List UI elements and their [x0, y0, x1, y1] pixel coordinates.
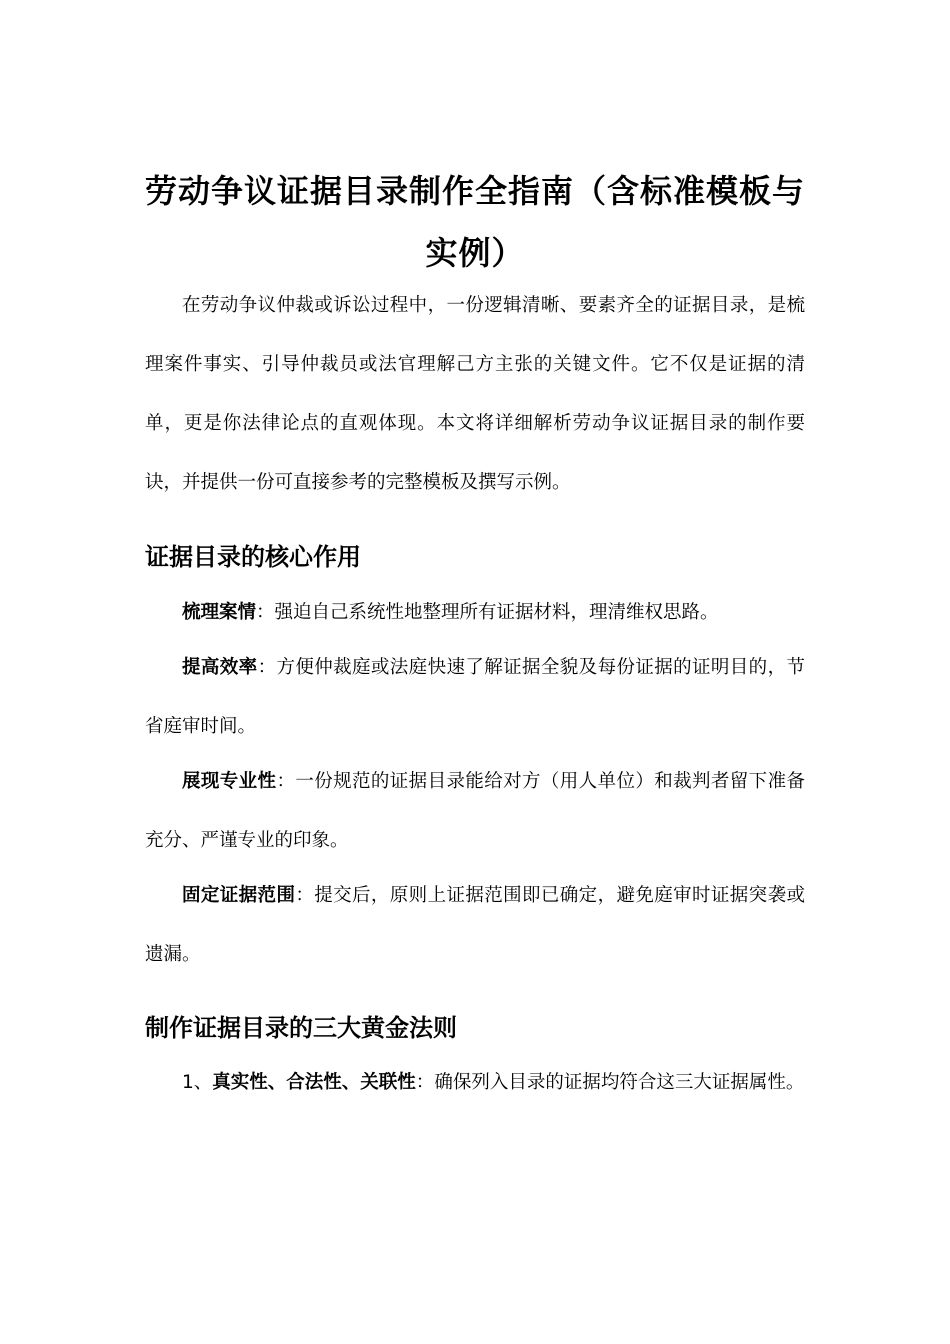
- item-text: 方便仲裁庭或法庭快速了解证据全貌及每份证据的证明目的，节省庭审时间。: [145, 657, 805, 737]
- list-item-improve-efficiency: [145, 638, 805, 756]
- item-label: 梳理案情: [182, 602, 257, 623]
- item-separator: ：: [276, 771, 296, 792]
- item-text: 强迫自己系统性地整理所有证据材料，理清维权思路。: [274, 602, 719, 623]
- item-text: 确保列入目录的证据均符合这三大证据属性。: [434, 1072, 805, 1093]
- section-heading-core-functions: 证据目录的核心作用: [145, 543, 361, 571]
- intro-paragraph: 在劳动争议仲裁或诉讼过程中，一份逻辑清晰、要素齐全的证据目录，是梳理案件事实、引导仲裁员或法官理解己方主张的关键文件。它不仅是证据的清单，更是你法律论点的直观体现。本文将详细解析劳动争议证据目录的制作要诀，并提供一份可直接参考的完整模板及撰写示例。: [145, 295, 805, 493]
- item-label: 展现专业性: [182, 771, 277, 792]
- item-separator: ：: [257, 657, 277, 678]
- item-label: 真实性、合法性、关联性: [212, 1072, 416, 1093]
- list-item-rule-1: [145, 1053, 805, 1112]
- item-text: 提交后，原则上证据范围即已确定，避免庭审时证据突袭或遗漏。: [145, 885, 805, 965]
- document-title: 劳动争议证据目录制作全指南（含标准模板与实例）: [145, 172, 806, 272]
- item-label: 固定证据范围: [182, 885, 296, 906]
- item-separator: ：: [295, 885, 315, 906]
- item-text: 一份规范的证据目录能给对方（用人单位）和裁判者留下准备充分、严谨专业的印象。: [145, 771, 805, 851]
- list-item-fix-evidence-scope: [145, 866, 805, 984]
- item-separator: ：: [415, 1072, 435, 1093]
- list-item-professionalism: [145, 752, 805, 870]
- item-label: 提高效率: [182, 657, 258, 678]
- list-item-organize-case: [145, 583, 805, 642]
- item-prefix: 1、: [182, 1072, 213, 1093]
- item-separator: ：: [256, 602, 275, 623]
- section-heading-golden-rules: 制作证据目录的三大黄金法则: [145, 1014, 457, 1042]
